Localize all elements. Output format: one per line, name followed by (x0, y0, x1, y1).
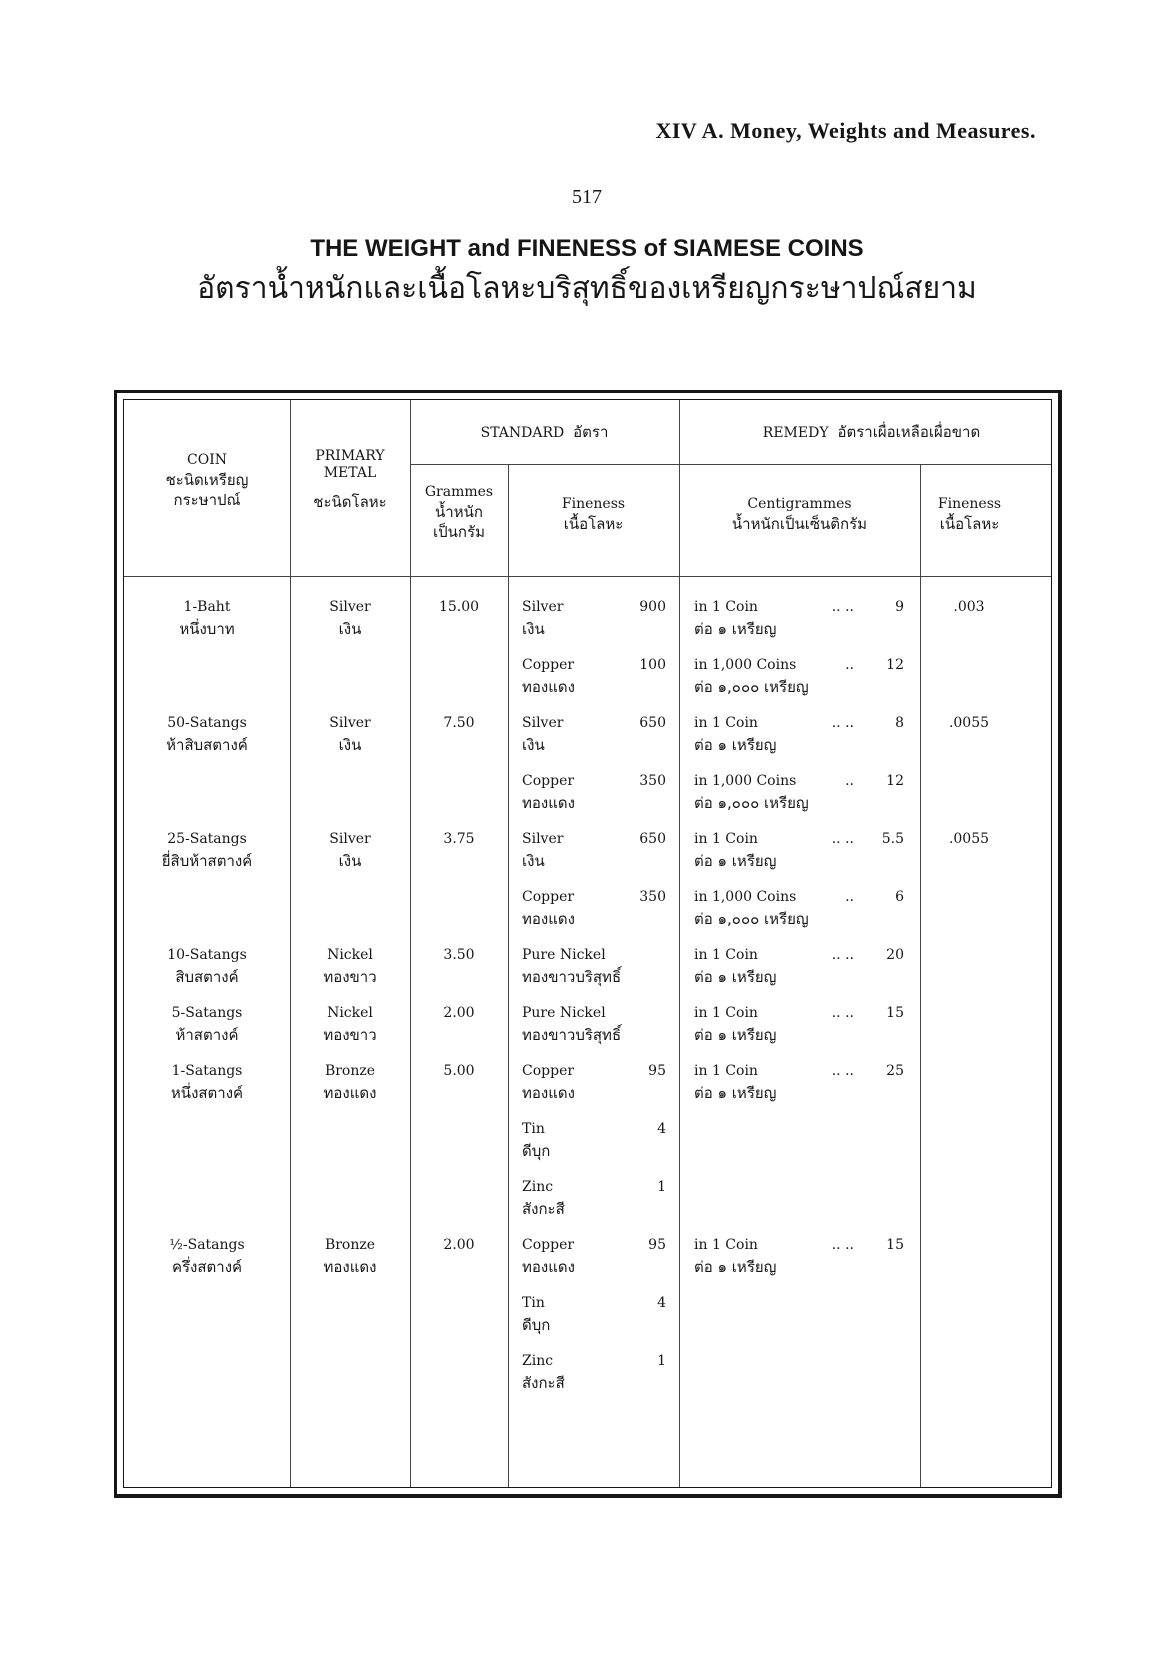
fineness-value: 650 (639, 715, 666, 731)
fineness-cell-thai: ทองแดง (522, 910, 575, 928)
title-thai: อัตราน้ำหนักและเนื้อโลหะบริสุทธิ์ของเหรียญกระษาปณ์สยาม (197, 271, 977, 306)
fineness-cell (522, 1234, 632, 1278)
fineness-cell (522, 712, 632, 756)
coin-cell (124, 596, 290, 640)
fineness-cell (522, 1350, 632, 1394)
fineness-value: 900 (639, 599, 666, 615)
grammes-cell: 7.50 (443, 715, 475, 731)
remedy-value: 25 (886, 1063, 904, 1079)
fineness-cell (522, 1176, 632, 1220)
remedy-value: 15 (886, 1005, 904, 1021)
title-english: THE WEIGHT and FINENESS of SIAMESE COINS (310, 235, 864, 262)
metal-cell (290, 1060, 410, 1104)
remedy-dots: .. .. (831, 715, 854, 731)
fineness-cell (522, 944, 632, 988)
grammes-cell: 2.00 (443, 1237, 475, 1253)
fineness-value: 4 (657, 1295, 666, 1311)
grammes-cell: 2.00 (443, 1005, 475, 1021)
divider-grammes-fineness (508, 464, 509, 1487)
remedy-dots: .. .. (831, 1063, 854, 1079)
metal-cell-thai: เงิน (338, 736, 362, 754)
remedy-cell-english: in 1 Coin (694, 947, 758, 963)
fineness-value: 650 (639, 831, 666, 847)
coin-cell (124, 944, 290, 988)
header-grammes: Grammes น้ำหนักเป็นกรัม (424, 484, 494, 541)
remedy-cell-english: in 1 Coin (694, 1063, 758, 1079)
remedy-value: 6 (895, 889, 904, 905)
remedy-fineness: .003 (953, 599, 985, 615)
remedy-dots: .. .. (831, 947, 854, 963)
remedy-cell-english: in 1 Coin (694, 599, 758, 615)
fineness-cell-english: Silver (522, 715, 564, 731)
remedy-cell-english: in 1,000 Coins (694, 773, 797, 789)
remedy-value: 12 (886, 773, 904, 789)
coin-cell-thai: ยี่สิบห้าสตางค์ (161, 852, 253, 870)
remedy-cell-thai: ต่อ ๑ เหรียญ (694, 1084, 777, 1102)
fineness-cell-thai: สังกะสี (522, 1200, 565, 1218)
fineness-cell-thai: เงิน (522, 736, 545, 754)
fineness-cell-english: Zinc (522, 1353, 554, 1369)
fineness-cell (522, 1060, 632, 1104)
coin-cell (124, 1060, 290, 1104)
remedy-value: 20 (886, 947, 904, 963)
coin-cell-thai: ห้าสิบสตางค์ (166, 736, 248, 754)
metal-cell-english: Nickel (327, 1005, 373, 1021)
remedy-fineness: .0055 (948, 715, 990, 731)
fineness-cell (522, 1002, 632, 1046)
remedy-cell-thai: ต่อ ๑ เหรียญ (694, 1026, 777, 1044)
remedy-value: 8 (895, 715, 904, 731)
metal-cell-english: Silver (329, 599, 371, 615)
coin-cell-thai: สิบสตางค์ (175, 968, 239, 986)
metal-cell-thai: ทองขาว (323, 1026, 377, 1044)
fineness-value: 350 (639, 889, 666, 905)
fineness-cell (522, 828, 632, 872)
grammes-cell: 15.00 (438, 599, 480, 615)
remedy-cell-thai: ต่อ ๑,๐๐๐ เหรียญ (694, 910, 809, 928)
fineness-cell-thai: ทองขาวบริสุทธิ์ (522, 968, 622, 986)
fineness-cell-thai: ดีบุก (522, 1316, 551, 1334)
metal-cell (290, 944, 410, 988)
coin-cell-thai: หนึ่งบาท (179, 620, 235, 638)
header-subdivider (410, 464, 1051, 465)
fineness-cell-thai: ดีบุก (522, 1142, 551, 1160)
metal-cell (290, 596, 410, 640)
header-remedy: REMEDY อัตราเผื่อเหลือเผื่อขาด (762, 423, 981, 441)
fineness-cell-thai: เงิน (522, 852, 545, 870)
header-standard: STANDARD อัตรา (480, 423, 609, 441)
fineness-cell-thai: ทองแดง (522, 1258, 575, 1276)
fineness-value: 100 (639, 657, 666, 673)
coin-cell-thai: หนึ่งสตางค์ (170, 1084, 244, 1102)
metal-cell-thai: เงิน (338, 620, 362, 638)
header-fineness: Fineness เนื้อโลหะ (561, 496, 626, 533)
fineness-cell (522, 770, 632, 814)
coin-cell-thai: ห้าสตางค์ (175, 1026, 239, 1044)
fineness-value: 95 (648, 1063, 666, 1079)
fineness-cell-thai: ทองแดง (522, 678, 575, 696)
fineness-value: 1 (657, 1353, 666, 1369)
fineness-cell-english: Copper (522, 889, 575, 905)
metal-cell-thai: เงิน (338, 852, 362, 870)
metal-cell-english: Nickel (327, 947, 373, 963)
remedy-value: 9 (895, 599, 904, 615)
header-bottom-rule (124, 576, 1051, 577)
remedy-dots: .. .. (831, 831, 854, 847)
fineness-cell (522, 1118, 632, 1162)
fineness-value: 4 (657, 1121, 666, 1137)
remedy-cell-thai: ต่อ ๑,๐๐๐ เหรียญ (694, 678, 809, 696)
remedy-cell-english: in 1 Coin (694, 831, 758, 847)
coin-cell-english: 1-Satangs (171, 1063, 243, 1079)
remedy-dots: .. .. (831, 599, 854, 615)
fineness-cell-english: Tin (522, 1121, 545, 1137)
fineness-cell-english: Copper (522, 1237, 575, 1253)
fineness-value: 350 (639, 773, 666, 789)
remedy-cell-english: in 1,000 Coins (694, 889, 797, 905)
grammes-cell: 3.75 (443, 831, 475, 847)
fineness-value: 95 (648, 1237, 666, 1253)
fineness-cell (522, 654, 632, 698)
coin-cell-english: 50-Satangs (167, 715, 247, 731)
fineness-cell-english: Zinc (522, 1179, 554, 1195)
remedy-dots: .. .. (831, 1005, 854, 1021)
metal-cell (290, 828, 410, 872)
remedy-cell-thai: ต่อ ๑ เหรียญ (694, 1258, 777, 1276)
fineness-cell-english: Copper (522, 657, 575, 673)
remedy-value: 15 (886, 1237, 904, 1253)
header-coin: COIN ชะนิดเหรียญกระษาปณ์ (165, 452, 249, 509)
remedy-cell-english: in 1,000 Coins (694, 657, 797, 673)
fineness-cell (522, 1292, 632, 1336)
fineness-cell-thai: ทองขาวบริสุทธิ์ (522, 1026, 622, 1044)
fineness-cell-english: Tin (522, 1295, 545, 1311)
metal-cell-thai: ทองแดง (323, 1084, 377, 1102)
fineness-cell (522, 886, 632, 930)
coin-cell (124, 1002, 290, 1046)
header-remedy-fineness: Fineness เนื้อโลหะ (937, 496, 1002, 533)
coin-cell-english: 1-Baht (183, 599, 231, 615)
metal-cell-english: Bronze (324, 1237, 376, 1253)
fineness-cell-thai: เงิน (522, 620, 545, 638)
fineness-cell-thai: สังกะสี (522, 1374, 565, 1392)
metal-cell-thai: ทองขาว (323, 968, 377, 986)
coin-cell-english: 5-Satangs (171, 1005, 243, 1021)
remedy-fineness: .0055 (948, 831, 990, 847)
remedy-cell-thai: ต่อ ๑ เหรียญ (694, 968, 777, 986)
metal-cell (290, 1234, 410, 1278)
fineness-value: 1 (657, 1179, 666, 1195)
remedy-dots: .. (845, 889, 854, 905)
remedy-cell-thai: ต่อ ๑,๐๐๐ เหรียญ (694, 794, 809, 812)
metal-cell-english: Bronze (324, 1063, 376, 1079)
metal-cell-english: Silver (329, 831, 371, 847)
remedy-cell-thai: ต่อ ๑ เหรียญ (694, 620, 777, 638)
coin-cell-english: 25-Satangs (167, 831, 247, 847)
remedy-cell-thai: ต่อ ๑ เหรียญ (694, 852, 777, 870)
header-primary-metal: PRIMARY METAL ชะนิดโลหะ (313, 448, 387, 511)
fineness-cell-english: Pure Nickel (522, 947, 606, 963)
remedy-dots: .. .. (831, 1237, 854, 1253)
remedy-dots: .. (845, 657, 854, 673)
remedy-value: 12 (886, 657, 904, 673)
remedy-dots: .. (845, 773, 854, 789)
remedy-cell-thai: ต่อ ๑ เหรียญ (694, 736, 777, 754)
fineness-cell-english: Copper (522, 773, 575, 789)
header-centigrammes: Centigrammes น้ำหนักเป็นเซ็นติกรัม (731, 496, 868, 533)
page-number: 517 (572, 186, 602, 208)
remedy-value: 5.5 (881, 831, 904, 847)
fineness-cell-english: Silver (522, 831, 564, 847)
metal-cell (290, 712, 410, 756)
grammes-cell: 5.00 (443, 1063, 475, 1079)
metal-cell-english: Silver (329, 715, 371, 731)
metal-cell-thai: ทองแดง (323, 1258, 377, 1276)
divider-centigrammes-fineness (920, 464, 921, 1487)
coin-cell-thai: ครึ่งสตางค์ (171, 1258, 243, 1276)
metal-cell (290, 1002, 410, 1046)
section-title: XIV A. Money, Weights and Measures. (655, 118, 1036, 143)
fineness-cell-english: Pure Nickel (522, 1005, 606, 1021)
remedy-cell-english: in 1 Coin (694, 715, 758, 731)
table-inner-border (123, 399, 1052, 1488)
fineness-cell-thai: ทองแดง (522, 1084, 575, 1102)
coin-cell-english: 10-Satangs (167, 947, 247, 963)
grammes-cell: 3.50 (443, 947, 475, 963)
fineness-cell-english: Silver (522, 599, 564, 615)
remedy-cell-english: in 1 Coin (694, 1005, 758, 1021)
coin-cell (124, 828, 290, 872)
fineness-cell-thai: ทองแดง (522, 794, 575, 812)
coin-cell (124, 1234, 290, 1278)
divider-standard-remedy (679, 400, 680, 1487)
fineness-cell-english: Copper (522, 1063, 575, 1079)
remedy-cell-english: in 1 Coin (694, 1237, 758, 1253)
coin-cell (124, 712, 290, 756)
coin-table (114, 390, 1062, 1498)
coin-cell-english: ½-Satangs (169, 1237, 245, 1253)
fineness-cell (522, 596, 632, 640)
